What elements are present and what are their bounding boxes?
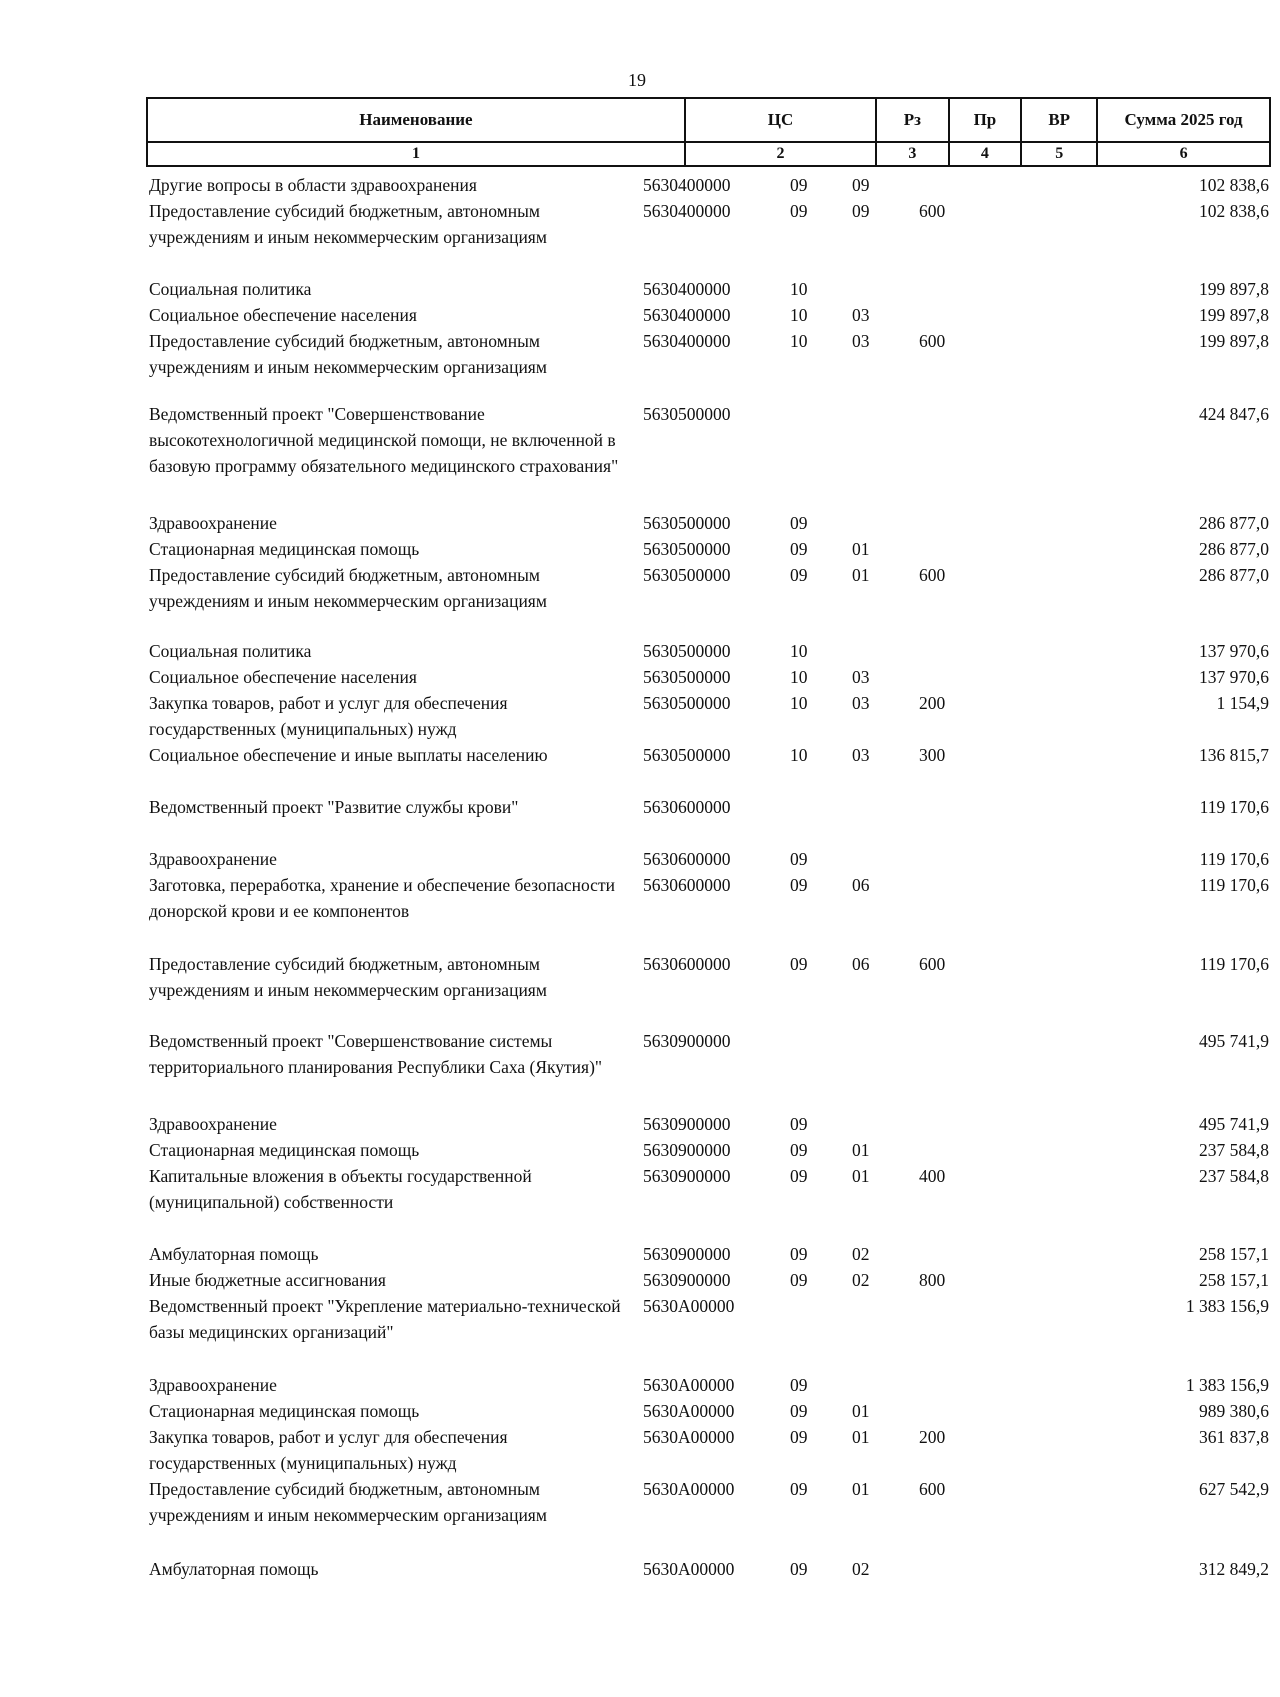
cell-name: Здравоохранение (149, 1375, 277, 1395)
cell-cs: 5630400000 (643, 305, 731, 325)
header-pr: Пр (949, 98, 1022, 142)
cell-rz: 10 (790, 641, 808, 661)
cell-rz: 09 (790, 1140, 808, 1160)
cell-name: Предоставление субсидий бюджетным, автономным учреждениям и иным некоммерческим организациям (149, 565, 547, 611)
cell-pr: 03 (852, 693, 870, 713)
cell-name: Ведомственный проект "Развитие службы крови" (149, 797, 519, 817)
cell-sum: 199 897,8 (1199, 331, 1269, 351)
cell-cs: 5630900000 (643, 1031, 731, 1051)
cell-name: Предоставление субсидий бюджетным, автономным учреждениям и иным некоммерческим организациям (149, 331, 547, 377)
table-row (146, 198, 1271, 250)
table-header (146, 97, 1271, 167)
cell-pr: 01 (852, 1166, 870, 1186)
table-row (146, 1241, 1271, 1267)
cell-rz: 09 (790, 1479, 808, 1499)
cell-name: Здравоохранение (149, 1114, 277, 1134)
cell-vr: 800 (919, 1270, 946, 1290)
cell-rz: 09 (790, 565, 808, 585)
cell-rz: 10 (790, 693, 808, 713)
cell-cs: 5630400000 (643, 175, 731, 195)
cell-rz: 09 (790, 849, 808, 869)
cell-sum: 119 170,6 (1199, 849, 1269, 869)
cell-name: Социальное обеспечение населения (149, 667, 417, 687)
cell-rz: 09 (790, 1375, 808, 1395)
cell-sum: 119 170,6 (1199, 875, 1269, 895)
table-row (146, 562, 1271, 614)
table-row (146, 1556, 1271, 1582)
cell-pr: 06 (852, 875, 870, 895)
cell-sum: 237 584,8 (1199, 1166, 1269, 1186)
cell-cs: 5630500000 (643, 513, 731, 533)
cell-name: Социальная политика (149, 641, 312, 661)
cell-rz: 10 (790, 305, 808, 325)
cell-rz: 09 (790, 875, 808, 895)
cell-cs: 5630A00000 (643, 1559, 735, 1579)
table-row (146, 1424, 1271, 1476)
cell-cs: 5630900000 (643, 1140, 731, 1160)
cell-rz: 09 (790, 1114, 808, 1134)
table-row (146, 1163, 1271, 1215)
cell-name: Стационарная медицинская помощь (149, 539, 420, 559)
cell-name: Заготовка, переработка, хранение и обеспечение безопасности донорской крови и ее компонентов (149, 875, 615, 921)
cell-sum: 119 170,6 (1199, 797, 1269, 817)
header-num-5: 5 (1021, 142, 1097, 166)
cell-sum: 237 584,8 (1199, 1140, 1269, 1160)
cell-name: Здравоохранение (149, 513, 277, 533)
cell-vr: 300 (919, 745, 946, 765)
cell-pr: 03 (852, 305, 870, 325)
table-row (146, 1293, 1271, 1345)
header-num-3: 3 (876, 142, 949, 166)
cell-pr: 01 (852, 1427, 870, 1447)
table-row (146, 1372, 1271, 1398)
cell-sum: 258 157,1 (1199, 1270, 1269, 1290)
cell-rz: 10 (790, 745, 808, 765)
cell-rz: 09 (790, 1401, 808, 1421)
cell-vr: 200 (919, 1427, 946, 1447)
cell-cs: 5630A00000 (643, 1375, 735, 1395)
cell-name: Амбулаторная помощь (149, 1244, 319, 1264)
table-row (146, 872, 1271, 924)
header-num-6: 6 (1097, 142, 1270, 166)
header-rz: Рз (876, 98, 949, 142)
cell-pr: 03 (852, 745, 870, 765)
cell-sum: 286 877,0 (1199, 539, 1269, 559)
table-row (146, 794, 1271, 820)
cell-sum: 627 542,9 (1199, 1479, 1269, 1499)
table-row (146, 690, 1271, 742)
cell-sum: 989 380,6 (1199, 1401, 1269, 1421)
cell-pr: 01 (852, 1140, 870, 1160)
table-row (146, 1398, 1271, 1424)
cell-vr: 400 (919, 1166, 946, 1186)
table-row (146, 328, 1271, 380)
cell-name: Социальное обеспечение населения (149, 305, 417, 325)
cell-cs: 5630900000 (643, 1270, 731, 1290)
cell-sum: 424 847,6 (1199, 404, 1269, 424)
cell-pr: 09 (852, 175, 870, 195)
cell-cs: 5630A00000 (643, 1296, 735, 1316)
cell-name: Стационарная медицинская помощь (149, 1401, 420, 1421)
cell-cs: 5630500000 (643, 565, 731, 585)
cell-sum: 1 383 156,9 (1185, 1375, 1269, 1395)
cell-name: Амбулаторная помощь (149, 1559, 319, 1579)
cell-pr: 06 (852, 954, 870, 974)
cell-sum: 286 877,0 (1199, 513, 1269, 533)
cell-sum: 286 877,0 (1199, 565, 1269, 585)
cell-sum: 119 170,6 (1199, 954, 1269, 974)
cell-name: Стационарная медицинская помощь (149, 1140, 420, 1160)
header-cs: ЦС (685, 98, 876, 142)
cell-vr: 600 (919, 331, 946, 351)
cell-cs: 5630600000 (643, 954, 731, 974)
cell-cs: 5630900000 (643, 1166, 731, 1186)
cell-rz: 10 (790, 331, 808, 351)
cell-pr: 02 (852, 1244, 870, 1264)
table-row (146, 742, 1271, 768)
cell-cs: 5630400000 (643, 279, 731, 299)
cell-rz: 09 (790, 1166, 808, 1186)
cell-name: Закупка товаров, работ и услуг для обеспечения государственных (муниципальных) нужд (149, 1427, 508, 1473)
cell-sum: 1 383 156,9 (1185, 1296, 1269, 1316)
table-row (146, 846, 1271, 872)
cell-rz: 09 (790, 954, 808, 974)
table-row (146, 1476, 1271, 1528)
cell-cs: 5630500000 (643, 539, 731, 559)
cell-sum: 137 970,6 (1199, 641, 1269, 661)
table-row (146, 510, 1271, 536)
cell-sum: 361 837,8 (1199, 1427, 1269, 1447)
cell-rz: 09 (790, 1270, 808, 1290)
header-name: Наименование (147, 98, 685, 142)
cell-sum: 495 741,9 (1199, 1114, 1269, 1134)
cell-rz: 09 (790, 201, 808, 221)
cell-sum: 258 157,1 (1199, 1244, 1269, 1264)
table-row (146, 1267, 1271, 1293)
cell-name: Ведомственный проект "Совершенствование системы территориального планирования Республики Саха (Якутия)" (149, 1031, 603, 1077)
cell-name: Другие вопросы в области здравоохранения (149, 175, 477, 195)
table-row (146, 951, 1271, 1003)
cell-pr: 01 (852, 565, 870, 585)
table-row (146, 1137, 1271, 1163)
cell-cs: 5630A00000 (643, 1479, 735, 1499)
cell-vr: 600 (919, 954, 946, 974)
cell-vr: 600 (919, 201, 946, 221)
page-number: 19 (628, 70, 646, 90)
cell-rz: 09 (790, 1559, 808, 1579)
table-row (146, 276, 1271, 302)
cell-cs: 5630600000 (643, 849, 731, 869)
cell-cs: 5630500000 (643, 641, 731, 661)
cell-sum: 136 815,7 (1199, 745, 1269, 765)
table-row (146, 536, 1271, 562)
cell-cs: 5630500000 (643, 667, 731, 687)
cell-sum: 137 970,6 (1199, 667, 1269, 687)
table-row (146, 172, 1271, 198)
cell-cs: 5630400000 (643, 331, 731, 351)
cell-cs: 5630500000 (643, 745, 731, 765)
cell-cs: 5630400000 (643, 201, 731, 221)
cell-sum: 102 838,6 (1199, 175, 1269, 195)
cell-rz: 09 (790, 1427, 808, 1447)
cell-rz: 09 (790, 539, 808, 559)
header-row (147, 98, 1270, 142)
table-row (146, 664, 1271, 690)
cell-cs: 5630900000 (643, 1114, 731, 1134)
table-row (146, 401, 1271, 505)
cell-name: Иные бюджетные ассигнования (149, 1270, 386, 1290)
cell-cs: 5630900000 (643, 1244, 731, 1264)
table-row (146, 1111, 1271, 1137)
cell-rz: 09 (790, 1244, 808, 1264)
table-row (146, 638, 1271, 664)
header-num-1: 1 (147, 142, 685, 166)
cell-cs: 5630600000 (643, 797, 731, 817)
cell-name: Ведомственный проект "Совершенствование высокотехнологичной медицинской помощи, не включенной в базовую программу обязательного медицинского страхования" (149, 404, 619, 476)
cell-name: Закупка товаров, работ и услуг для обеспечения государственных (муниципальных) нужд (149, 693, 508, 739)
cell-sum: 199 897,8 (1199, 305, 1269, 325)
cell-name: Ведомственный проект "Укрепление материально-технической базы медицинских организаций" (149, 1296, 621, 1342)
cell-name: Социальное обеспечение и иные выплаты населению (149, 745, 548, 765)
cell-cs: 5630A00000 (643, 1427, 735, 1447)
cell-name: Предоставление субсидий бюджетным, автономным учреждениям и иным некоммерческим организациям (149, 201, 547, 247)
cell-sum: 495 741,9 (1199, 1031, 1269, 1051)
cell-sum: 312 849,2 (1199, 1559, 1269, 1579)
cell-pr: 01 (852, 539, 870, 559)
cell-pr: 03 (852, 667, 870, 687)
table-row (146, 1028, 1271, 1106)
cell-sum: 102 838,6 (1199, 201, 1269, 221)
cell-cs: 5630500000 (643, 693, 731, 713)
header-num-2: 2 (685, 142, 876, 166)
header-vr: ВР (1021, 98, 1097, 142)
cell-pr: 01 (852, 1479, 870, 1499)
cell-name: Социальная политика (149, 279, 312, 299)
cell-pr: 09 (852, 201, 870, 221)
cell-vr: 600 (919, 565, 946, 585)
cell-pr: 01 (852, 1401, 870, 1421)
cell-name: Предоставление субсидий бюджетным, автономным учреждениям и иным некоммерческим организациям (149, 954, 547, 1000)
cell-name: Капитальные вложения в объекты государственной (муниципальной) собственности (149, 1166, 532, 1212)
cell-rz: 10 (790, 279, 808, 299)
cell-rz: 10 (790, 667, 808, 687)
cell-cs: 5630600000 (643, 875, 731, 895)
cell-sum: 1 154,9 (1216, 693, 1269, 713)
cell-vr: 200 (919, 693, 946, 713)
table-row (146, 302, 1271, 328)
header-num-4: 4 (949, 142, 1022, 166)
cell-cs: 5630500000 (643, 404, 731, 424)
cell-name: Здравоохранение (149, 849, 277, 869)
header-number-row (147, 142, 1270, 166)
cell-vr: 600 (919, 1479, 946, 1499)
cell-sum: 199 897,8 (1199, 279, 1269, 299)
cell-rz: 09 (790, 513, 808, 533)
cell-pr: 02 (852, 1559, 870, 1579)
cell-pr: 03 (852, 331, 870, 351)
cell-rz: 09 (790, 175, 808, 195)
cell-name: Предоставление субсидий бюджетным, автономным учреждениям и иным некоммерческим организациям (149, 1479, 547, 1525)
cell-pr: 02 (852, 1270, 870, 1290)
cell-cs: 5630A00000 (643, 1401, 735, 1421)
header-sum: Сумма 2025 год (1097, 98, 1270, 142)
